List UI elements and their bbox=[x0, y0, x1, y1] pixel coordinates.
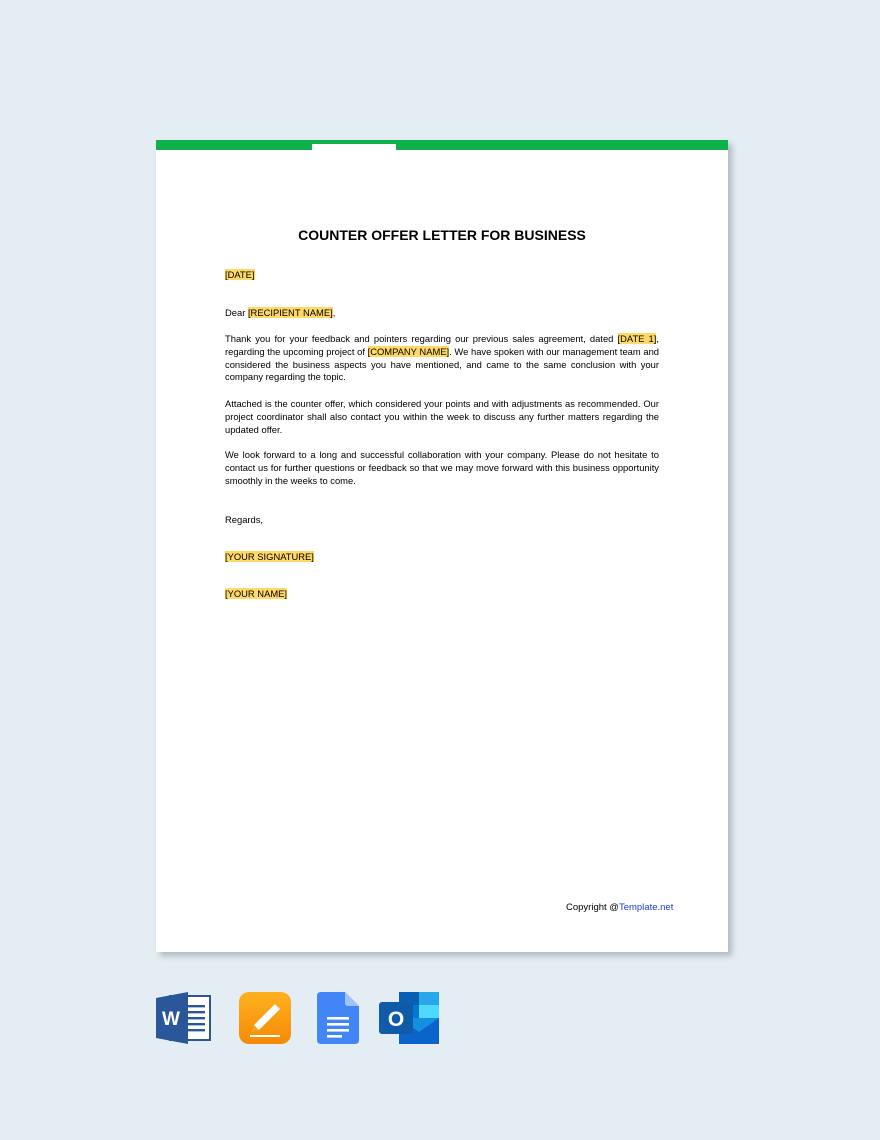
letter-page bbox=[156, 140, 728, 952]
paragraph-2: Attached is the counter offer, which considered your points and with adjustments as recommended. Our project coordinator shall also contact you within the week to discuss any further matters regarding the updated offer. bbox=[225, 398, 659, 435]
paragraph-1-text-c: . We have spoken with our management team and considered the business aspects you have mentioned, and came to the same conclusion with your company regarding the topic. bbox=[225, 345, 660, 383]
paragraph-3: We look forward to a long and successful collaboration with your company. Please do not hesitate to contact us for further questions or feedback so that we may move forward with this business opportunity smoothly in the weeks to come. bbox=[225, 449, 659, 486]
word-letter: W bbox=[162, 1009, 180, 1030]
closing-line: Regards, bbox=[225, 514, 264, 525]
signature-line bbox=[225, 551, 659, 564]
copyright-link[interactable]: Template.net bbox=[618, 902, 674, 913]
copyright-text: Copyright @ bbox=[566, 902, 619, 913]
apple-pages-icon[interactable] bbox=[239, 992, 291, 1044]
signature-placeholder: [YOUR SIGNATURE] bbox=[225, 551, 314, 562]
microsoft-word-icon[interactable] bbox=[156, 992, 212, 1044]
paragraph-1-text-b: , regarding the upcoming project of bbox=[225, 333, 659, 357]
greeting-line bbox=[225, 307, 659, 320]
date1-placeholder: [DATE 1] bbox=[617, 333, 657, 344]
date-line bbox=[225, 269, 659, 282]
header-notch bbox=[312, 144, 396, 150]
paragraph-1 bbox=[225, 333, 659, 384]
outlook-letter: O bbox=[387, 1008, 405, 1031]
name-placeholder: [YOUR NAME] bbox=[225, 588, 287, 599]
green-header-bar bbox=[156, 140, 728, 150]
company-placeholder: [COMPANY NAME] bbox=[367, 345, 450, 357]
greeting-comma: , bbox=[332, 307, 336, 318]
date-placeholder: [DATE] bbox=[225, 269, 255, 280]
greeting-text: Dear bbox=[225, 307, 248, 318]
copyright-notice bbox=[566, 902, 673, 913]
paragraph-1-text-a: Thank you for your feedback and pointers regarding our previous sales agreement, dated bbox=[225, 333, 618, 344]
name-line bbox=[225, 588, 659, 601]
recipient-placeholder: [RECIPIENT NAME] bbox=[247, 307, 333, 318]
microsoft-outlook-icon[interactable] bbox=[379, 992, 439, 1044]
document-title: COUNTER OFFER LETTER FOR BUSINESS bbox=[298, 227, 586, 243]
google-docs-icon[interactable] bbox=[317, 992, 359, 1044]
